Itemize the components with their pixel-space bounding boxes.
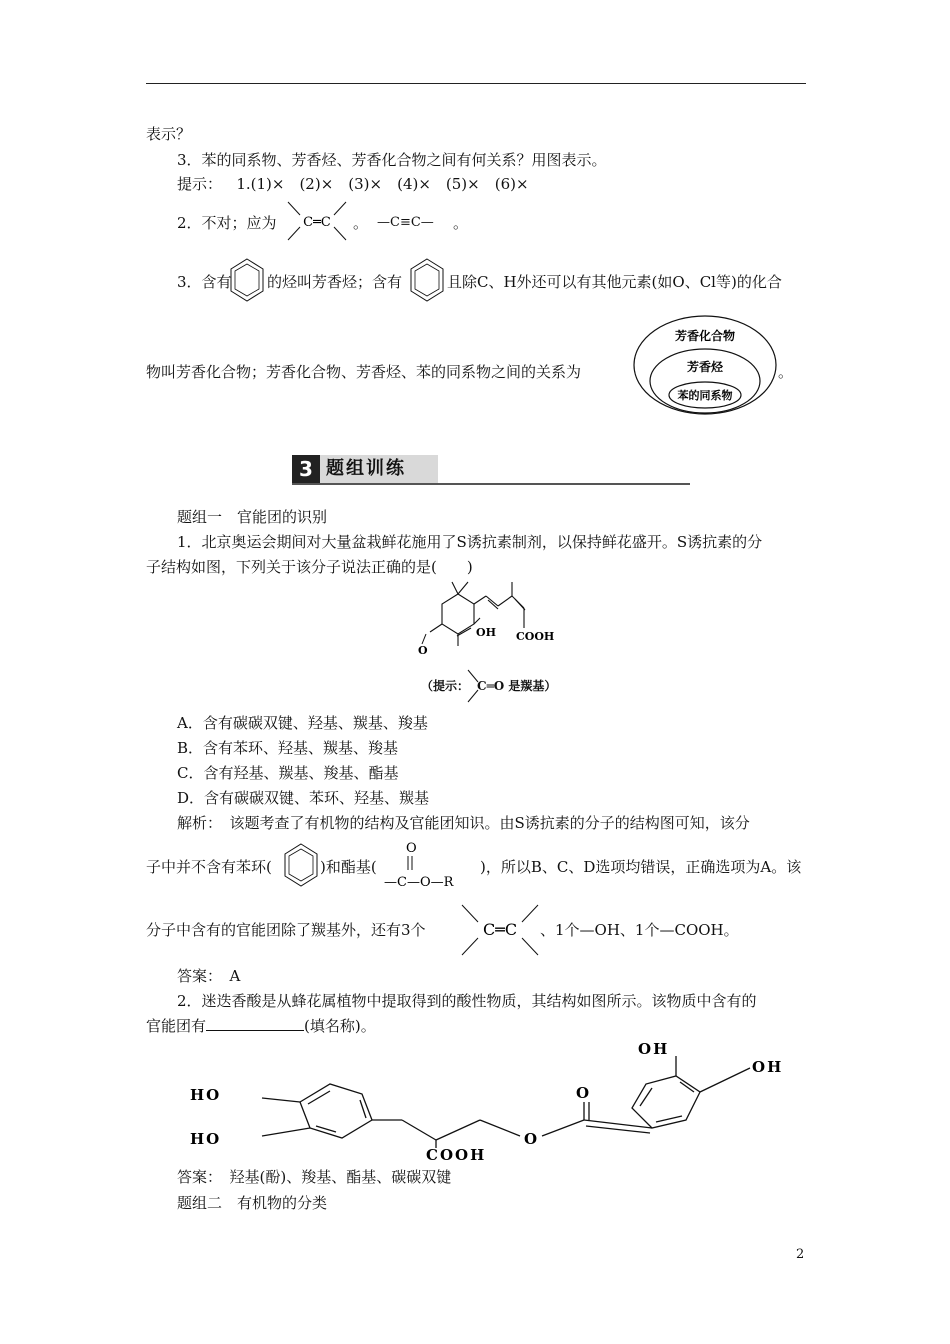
section-number: 3 bbox=[292, 455, 320, 483]
option-d: D．含有碳碳双键、苯环、羟基、羰基 bbox=[177, 789, 430, 807]
period: 。 bbox=[353, 214, 369, 232]
mol-hint-suffix: C═O 是羰基） bbox=[477, 679, 557, 693]
ester-o-label: O bbox=[524, 1130, 540, 1148]
answer-2: 答案： 羟基(酚)、羧基、酯基、碳碳双键 bbox=[177, 1168, 452, 1186]
question-2-text: (填名称)。 bbox=[304, 1017, 376, 1035]
hint-2-text: 2．不对；应为 bbox=[177, 214, 277, 232]
section-title: 题组训练 bbox=[320, 455, 438, 483]
carbonyl-bonds bbox=[466, 668, 480, 704]
alkene-structure bbox=[458, 901, 542, 959]
alkene-label: C═C bbox=[482, 920, 518, 939]
mol-hint-prefix: （提示： bbox=[421, 679, 470, 693]
question-1: 子结构如图，下列关于该分子说法正确的是( ) bbox=[146, 558, 473, 576]
option-b: B．含有苯环、羟基、羰基、羧基 bbox=[177, 739, 399, 757]
mol-hint bbox=[421, 676, 556, 696]
venn-middle-label: 芳香烃 bbox=[686, 360, 724, 374]
rosmarinic-acid-structure bbox=[190, 1040, 830, 1164]
page-number: 2 bbox=[796, 1247, 805, 1262]
hint-label: 提示： bbox=[177, 175, 223, 193]
venn-outer-label: 芳香化合物 bbox=[674, 329, 736, 343]
hint-3-text: 且除C、H外还可以有其他元素(如O、Cl等)的化合 bbox=[447, 273, 782, 291]
ester-chain-label: —C—O—R bbox=[384, 875, 454, 890]
oh-label: OH bbox=[752, 1058, 784, 1076]
answer-blank[interactable] bbox=[206, 1016, 304, 1031]
question-1: 1．北京奥运会期间对大量盆栽鲜花施用了S诱抗素制剂，以保持鲜花盛开。S诱抗素的分 bbox=[177, 533, 763, 551]
explanation: )，所以B、C、D选项均错误，正确选项为A。该 bbox=[480, 858, 802, 876]
text-line: 表示？ bbox=[146, 125, 192, 143]
explanation: )和酯基( bbox=[320, 858, 377, 876]
option-a: A．含有碳碳双键、羟基、羰基、羧基 bbox=[177, 714, 428, 732]
explanation: 子中并不含有苯环( bbox=[146, 858, 272, 876]
alkene-structure bbox=[284, 198, 350, 244]
group-1-title: 题组一 官能团的识别 bbox=[177, 508, 328, 526]
carbonyl-o-label: O bbox=[418, 644, 428, 657]
oh-label: OH bbox=[476, 626, 496, 639]
benzene-ring-icon bbox=[409, 257, 445, 303]
group-2-title: 题组二 有机物的分类 bbox=[177, 1194, 328, 1212]
explanation: 、1个—OH、1个—COOH。 bbox=[540, 921, 739, 939]
option-c: C．含有羟基、羰基、羧基、酯基 bbox=[177, 764, 399, 782]
answer-1: 答案： A bbox=[177, 967, 241, 985]
question-3: 3．苯的同系物、芳香烃、芳香化合物之间有何关系？用图表示。 bbox=[177, 151, 607, 169]
period: 。 bbox=[778, 363, 794, 381]
ho-label: HO bbox=[190, 1130, 222, 1148]
question-2: 2．迷迭香酸是从蜂花属植物中提取得到的酸性物质，其结构如图所示。该物质中含有的 bbox=[177, 992, 757, 1010]
cooh-label: COOH bbox=[426, 1146, 487, 1164]
hint-items: 1.(1)× (2)× (3)× (4)× (5)× (6)× bbox=[236, 175, 529, 193]
venn-inner-label: 苯的同系物 bbox=[677, 389, 733, 402]
venn-diagram bbox=[631, 313, 779, 417]
hint-3-text: 物叫芳香化合物；芳香化合物、芳香烃、苯的同系物之间的关系为 bbox=[146, 363, 582, 381]
venn-middle-ellipse bbox=[650, 349, 760, 413]
ester-o-label: O bbox=[406, 841, 417, 856]
ester-structure bbox=[380, 836, 486, 892]
period: 。 bbox=[453, 214, 469, 232]
cooh-label: COOH bbox=[516, 630, 555, 643]
benzene-ring-icon bbox=[229, 257, 265, 303]
oh-label: OH bbox=[638, 1040, 670, 1058]
question-2-text: 官能团有 bbox=[146, 1017, 207, 1035]
explanation: 解析： 该题考查了有机物的结构及官能团知识。由S诱抗素的分子的结构图可知，该分 bbox=[177, 814, 750, 832]
alkene-label: C═C bbox=[303, 215, 331, 230]
benzene-ring-icon bbox=[283, 842, 319, 888]
hint-3-text: 的烃叫芳香烃；含有 bbox=[267, 273, 403, 291]
alkyne-structure: —C≡C— bbox=[377, 215, 434, 230]
keto-o-label: O bbox=[576, 1084, 592, 1102]
question-2 bbox=[146, 1016, 376, 1036]
header-rule bbox=[146, 83, 806, 84]
section-underline bbox=[292, 483, 690, 485]
ho-label: HO bbox=[190, 1086, 222, 1104]
explanation: 分子中含有的官能团除了羰基外，还有3个 bbox=[146, 921, 426, 939]
hint-3-text: 3．含有 bbox=[177, 273, 232, 291]
section-header bbox=[292, 455, 690, 485]
hint-line bbox=[177, 174, 529, 194]
